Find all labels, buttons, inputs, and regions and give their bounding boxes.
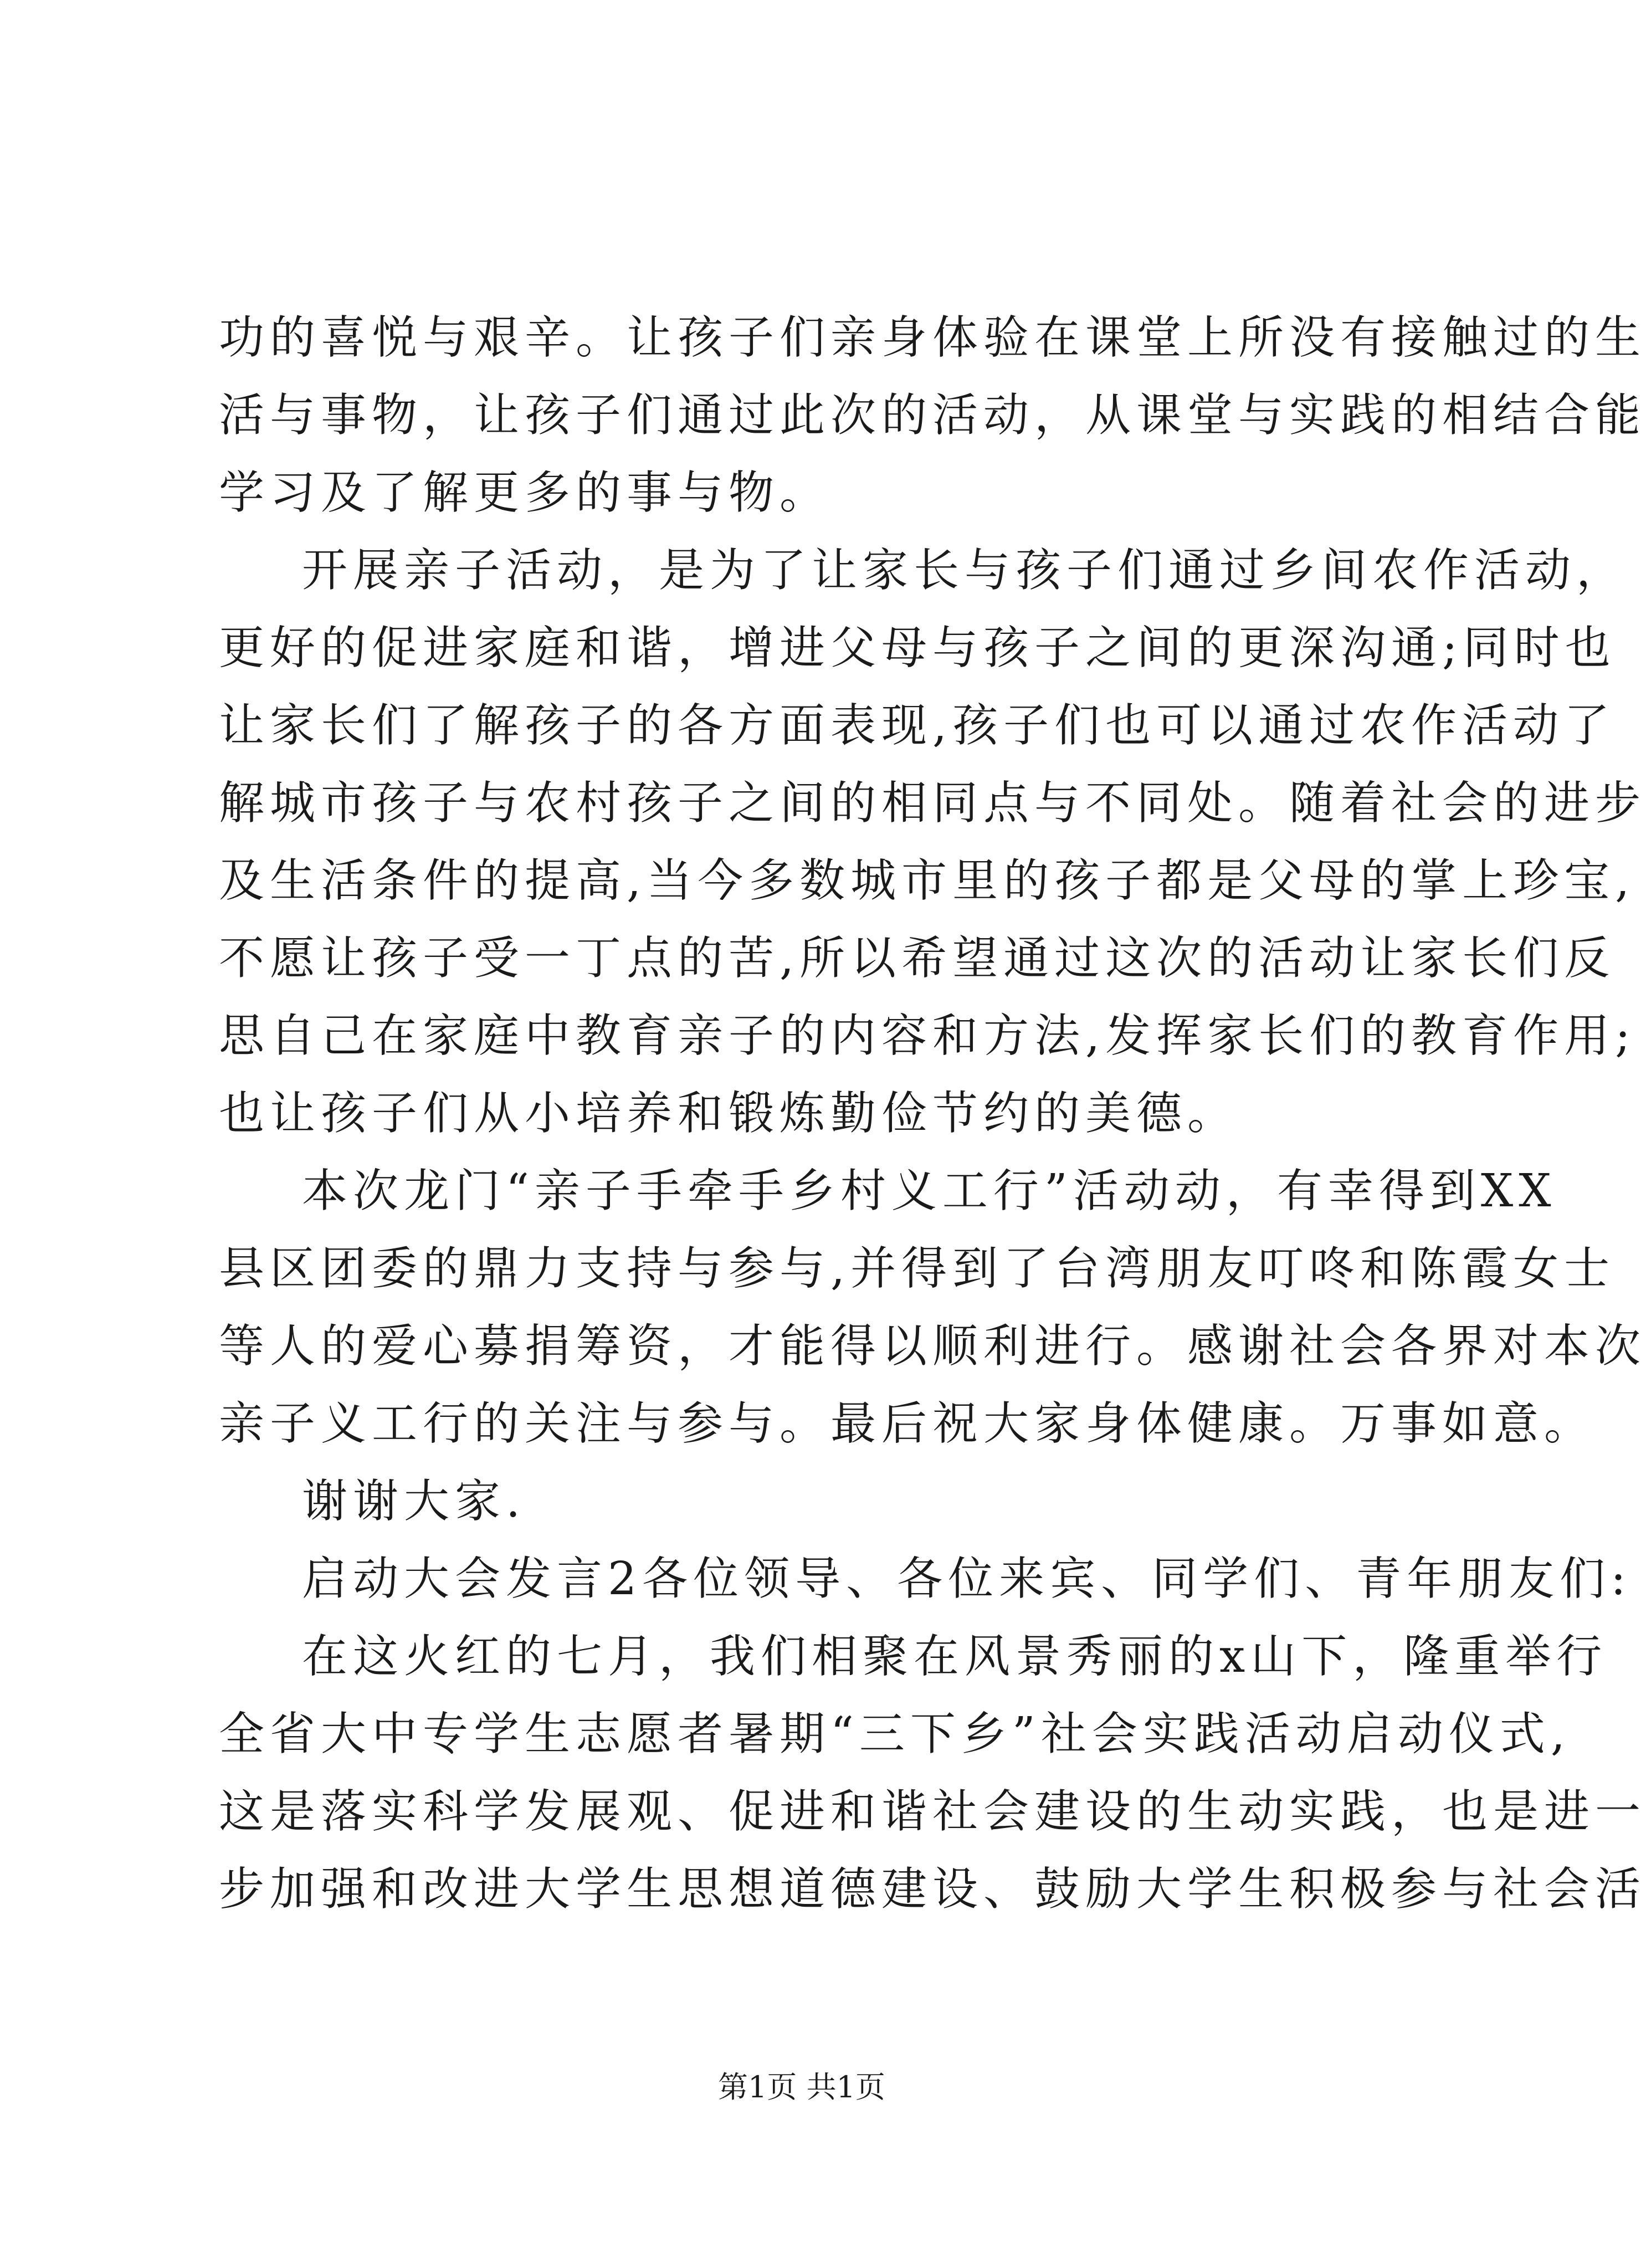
paragraph-line-20: 这是落实科学发展观、促进和谐社会建设的生动实践，也是进一: [219, 1785, 1646, 1838]
paragraph-line-21: 步加强和改进大学生思想道德建设、鼓励大学生积极参与社会活: [219, 1863, 1646, 1916]
paragraph-line-12: 本次龙门“亲子手牵手乡村义工行”活动动，有幸得到XX: [302, 1165, 1557, 1217]
paragraph-line-9: 不愿让孩子受一丁点的苦,所以希望通过这次的活动让家长们反: [219, 932, 1616, 985]
paragraph-line-13: 县区团委的鼎力支持与参与,并得到了台湾朋友叮咚和陈霞女士: [219, 1242, 1616, 1295]
paragraph-line-16: 谢谢大家.: [302, 1475, 526, 1528]
paragraph-line-2: 活与事物，让孩子们通过此次的活动，从课堂与实践的相结合能: [219, 389, 1646, 442]
paragraph-line-3: 学习及了解更多的事与物。: [219, 467, 831, 519]
paragraph-line-4: 开展亲子活动，是为了让家长与孩子们通过乡间农作活动，: [302, 544, 1628, 597]
paragraph-line-17: 启动大会发言2各位领导、各位来宾、同学们、青年朋友们:: [302, 1553, 1632, 1605]
paragraph-line-1: 功的喜悦与艰辛。让孩子们亲身体验在课堂上所没有接触过的生: [219, 311, 1646, 364]
paragraph-line-5: 更好的促进家庭和谐，增进父母与孩子之间的更深沟通;同时也: [219, 622, 1616, 674]
paragraph-line-8: 及生活条件的提高,当今多数城市里的孩子都是父母的掌上珍宝,: [219, 854, 1635, 907]
paragraph-line-10: 思自己在家庭中教育亲子的内容和方法,发挥家长们的教育作用;: [219, 1010, 1636, 1062]
paragraph-line-6: 让家长们了解孩子的各方面表现,孩子们也可以通过农作活动了: [219, 699, 1616, 752]
paragraph-line-7: 解城市孩子与农村孩子之间的相同点与不同处。随着社会的进步: [219, 777, 1646, 830]
paragraph-line-14: 等人的爱心募捐筹资，才能得以顺利进行。感谢社会各界对本次: [219, 1320, 1646, 1373]
paragraph-line-19: 全省大中专学生志愿者暑期“三下乡”社会实践活动启动仪式,: [219, 1708, 1571, 1760]
paragraph-line-11: 也让孩子们从小培养和锻炼勤俭节约的美德。: [219, 1087, 1239, 1140]
paragraph-line-15: 亲子义工行的关注与参与。最后祝大家身体健康。万事如意。: [219, 1397, 1596, 1450]
paragraph-line-18: 在这火红的七月，我们相聚在风景秀丽的x山下，隆重举行: [302, 1630, 1608, 1683]
page-footer: 第1页 共1页: [718, 2070, 885, 2105]
